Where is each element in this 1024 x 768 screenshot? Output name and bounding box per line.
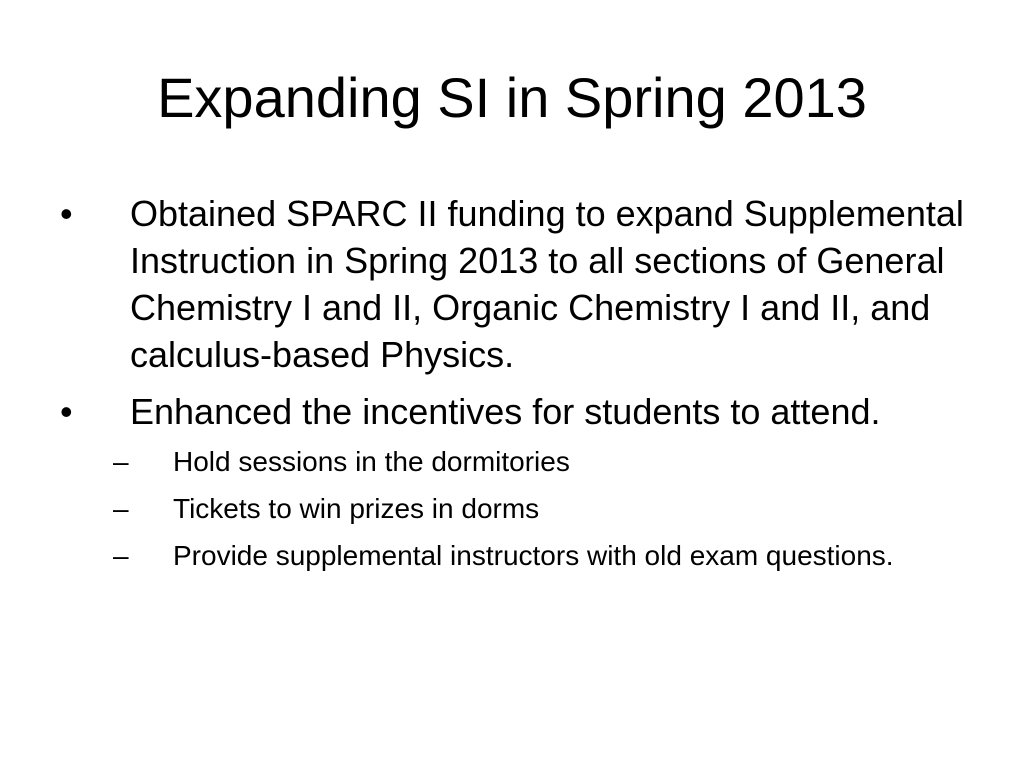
sub-bullet-marker: – — [113, 540, 129, 571]
bullet-item — [60, 190, 990, 378]
sub-bullet-marker: – — [113, 493, 129, 524]
bullet-item — [60, 388, 990, 435]
slide-title: Expanding SI in Spring 2013 — [157, 66, 867, 129]
sub-bullet-text: Provide supplemental instructors with old exam questions. — [173, 540, 894, 571]
sub-bullet-text: Tickets to win prizes in dorms — [173, 493, 540, 524]
slide-body — [60, 190, 990, 576]
sub-bullet-item — [60, 442, 990, 482]
sub-bullet-marker: – — [113, 446, 129, 477]
bullet-text: Obtained SPARC II funding to expand Supplemental Instruction in Spring 2013 to all sections of General Chemistry I and II, Organic Chemistry I and II, and calculus-based Physics. — [130, 193, 964, 375]
bullet-marker: • — [60, 193, 73, 234]
bullet-marker: • — [60, 391, 73, 432]
sub-bullet-item — [60, 536, 990, 576]
sub-bullet-text: Hold sessions in the dormitories — [173, 446, 570, 477]
sub-bullet-item — [60, 489, 990, 529]
bullet-text: Enhanced the incentives for students to attend. — [130, 391, 881, 432]
